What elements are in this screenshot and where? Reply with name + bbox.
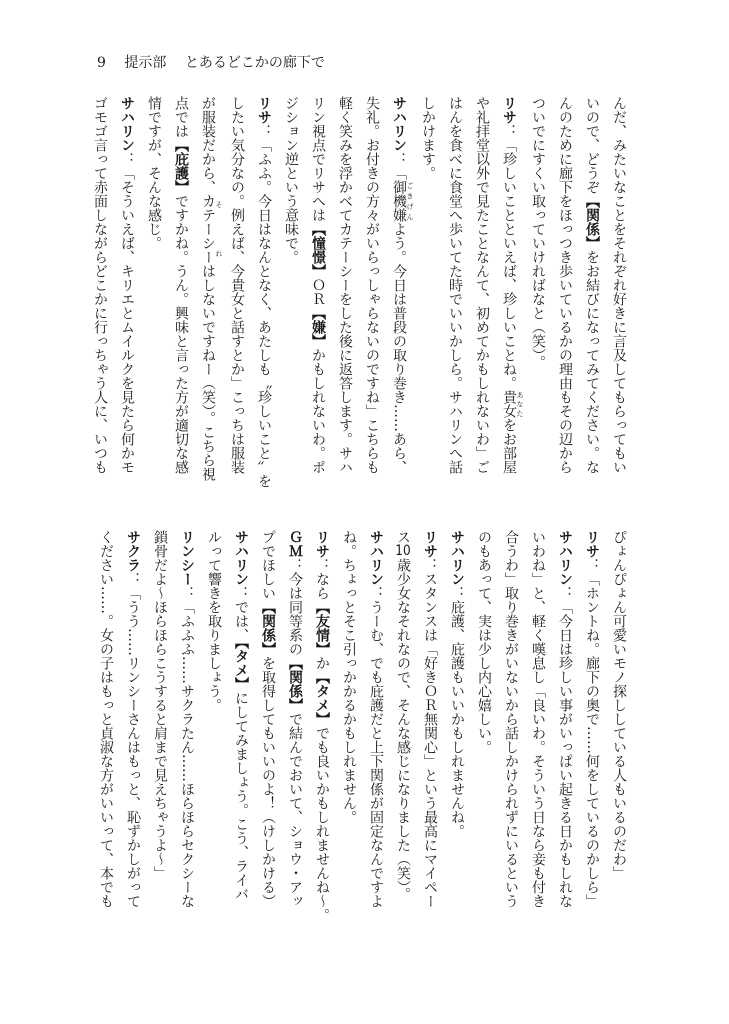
emphasis-text: リサ	[256, 96, 272, 124]
text-line	[194, 96, 223, 486]
text-segment: いので、どうぞ	[584, 96, 600, 194]
text-line	[140, 96, 167, 486]
top-text-block	[86, 96, 632, 486]
text-segment: ＯＲ	[310, 278, 326, 306]
ruby-text	[200, 194, 223, 264]
text-segment: 10	[395, 544, 411, 558]
emphasis-text: 【関係】	[584, 194, 600, 250]
text-segment: かもしれないわ。ポ	[310, 348, 326, 474]
text-segment: や礼拝堂以外で見たことなんて、初めてかもしれないわ」ご	[474, 96, 490, 474]
text-segment: んだ、みたいなことをそれぞれ好きに言及してもらってもい	[611, 96, 627, 474]
text-line	[200, 530, 227, 920]
text-line	[551, 96, 578, 486]
text-line	[497, 530, 524, 920]
text-segment: を取得してもいいのよ！（けしかける）	[260, 656, 276, 908]
text-line	[304, 96, 331, 486]
text-line	[335, 530, 362, 920]
text-segment: ルって響きを取りましょう。	[206, 530, 222, 712]
text-line	[468, 96, 495, 486]
text-segment: ：「珍しいことといえば、珍しいことね。	[501, 124, 517, 390]
text-segment: か	[314, 656, 330, 670]
text-line	[146, 530, 173, 920]
text-line	[470, 530, 497, 920]
text-segment: したい気分なの。例えば、今貴女と話すとか」こっちは服装	[229, 96, 245, 474]
text-segment: ス	[395, 530, 411, 544]
text-segment: ：うーむ、でも庇護だと上下関係が固定なんですよ	[368, 586, 384, 908]
text-line	[605, 530, 632, 920]
text-segment: ：「うう……リンシーさんはもっと、恥ずかしがって	[125, 572, 141, 908]
emphasis-text: 【タメ】	[314, 670, 330, 726]
text-line	[441, 96, 468, 486]
text-line	[113, 96, 140, 486]
emphasis-text: 【関係】	[260, 600, 276, 656]
text-segment: ：スタンスは「好きＯＲ無関心」という最高にマイペー	[422, 558, 438, 908]
emphasis-text: サハリン	[391, 96, 407, 152]
text-segment: プでほしい	[260, 530, 276, 600]
emphasis-text: サハリン	[449, 530, 465, 586]
text-segment: ：「今日は珍しい事がいっぱい起きる日かもしれな	[557, 586, 573, 908]
text-line	[277, 96, 304, 486]
emphasis-text: リサ	[584, 530, 600, 558]
text-line	[250, 96, 277, 486]
text-segment: ください……。女の子はもっと貞淑な方がいいって、本でも	[98, 530, 114, 908]
text-segment: はんを食べに食堂へ歩いてた時でいいかしら。サハリンへ話	[447, 96, 463, 474]
text-line	[443, 530, 470, 920]
emphasis-text: 【憧憬】	[310, 222, 326, 278]
text-line	[308, 530, 335, 920]
scene-title: とあるどこかの廊下で	[184, 55, 325, 71]
text-segment: ：「ふふ。今日はなんとなく、あたしも〝珍しいこと〟を	[256, 124, 272, 488]
emphasis-text: サハリン	[119, 96, 135, 152]
text-line	[551, 530, 578, 920]
text-line	[524, 530, 551, 920]
text-segment: ：今は同等系の	[287, 558, 303, 656]
ruby-base: 貴女	[501, 390, 517, 418]
text-segment: 点では	[173, 96, 189, 138]
text-segment: 軽く笑みを浮かべてカテーシーをした後に返答します。サハ	[337, 96, 353, 474]
emphasis-text: 【タメ】	[233, 642, 249, 691]
text-segment: をお結びになってみてください。な	[584, 250, 600, 474]
ruby-base: カテーシー	[200, 194, 216, 264]
text-segment: ：庇護、庇護もいいかもしれませんね。	[449, 586, 465, 838]
text-line	[358, 96, 385, 486]
text-line	[331, 96, 358, 486]
text-segment: ：「ホントね。廊下の奥で……何をしているのかしら」	[584, 558, 600, 908]
text-segment: んのために廊下をほっつき歩いているかの理由もその辺から	[557, 96, 573, 474]
emphasis-text: サハリン	[233, 530, 249, 586]
text-segment: にしてみましょう。こう、ライバ	[233, 691, 249, 901]
text-line	[362, 530, 389, 920]
text-segment: しかけます。	[420, 96, 436, 180]
text-segment: ゴモゴ言って赤面しながらどこかに行っちゃう人に、いつも	[92, 96, 108, 474]
text-segment: ですかね。うん。興味と言った方が適切な感	[173, 194, 189, 474]
text-line	[578, 530, 605, 920]
ruby-reading: あなた	[516, 390, 524, 418]
emphasis-text: リサ	[314, 530, 330, 558]
text-segment: リン視点でリサへは	[310, 96, 326, 222]
text-line	[385, 96, 414, 486]
text-line	[227, 530, 254, 920]
emphasis-text: 【友情】	[314, 600, 330, 656]
text-segment: ついでにすくい取っていければなと（笑）。	[530, 96, 546, 369]
emphasis-text: ＧＭ	[287, 530, 303, 558]
emphasis-text: サクラ	[125, 530, 141, 572]
text-line	[167, 96, 194, 486]
text-line	[578, 96, 605, 486]
text-line	[524, 96, 551, 486]
emphasis-text: リサ	[422, 530, 438, 558]
text-line	[223, 96, 250, 486]
emphasis-text: リサ	[501, 96, 517, 124]
text-segment: ジション逆という意味で。	[283, 96, 299, 264]
emphasis-text: サハリン	[557, 530, 573, 586]
text-segment: ：「ふふふ……サクラたん……ほらほらセクシーな	[179, 586, 195, 908]
text-segment: ：「そういえば、キリエとムイルクを見たら何かモ	[119, 152, 135, 474]
ruby-text	[501, 390, 524, 418]
text-line	[119, 530, 146, 920]
text-segment: をお部屋	[501, 418, 517, 474]
emphasis-text: サハリン	[368, 530, 384, 586]
emphasis-text: リンシー	[179, 530, 195, 586]
text-segment: ：では、	[233, 586, 249, 642]
text-segment: ぴょんぴょん可愛いモノ探ししている人もいるのだわ」	[611, 530, 627, 880]
text-segment: よう。今日は普段の取り巻き……あら、	[391, 222, 407, 474]
bottom-text-block	[92, 530, 632, 920]
text-line	[92, 530, 119, 920]
text-segment: 合うわ」取り巻きがいないから話しかけられずにいるという	[503, 530, 519, 908]
text-segment: 失礼。お付きの方々がいらっしゃらないのですね」こちらも	[364, 96, 380, 474]
text-segment: ：なら	[314, 558, 330, 600]
ruby-text	[391, 180, 414, 222]
text-line	[414, 96, 441, 486]
emphasis-text: 【嫌】	[310, 306, 326, 348]
text-line	[281, 530, 308, 920]
emphasis-text: 【関係】	[287, 656, 303, 712]
section-title: 提示部	[124, 55, 167, 71]
text-segment: でも良いかもしれませんね～。	[314, 726, 330, 922]
page-number: 9	[97, 55, 106, 71]
text-segment: いわね」と、軽く嘆息し「良いわ。そういう日なら妾も付き	[530, 530, 546, 908]
text-segment: のもあって、実は少し内心嬉しい。	[476, 530, 492, 754]
text-line	[86, 96, 113, 486]
emphasis-text: 【庇護】	[173, 138, 189, 194]
text-line	[173, 530, 200, 920]
text-segment: はしないですねー（笑）。こちら視	[200, 264, 216, 481]
ruby-base: 御機嫌	[391, 180, 407, 222]
text-segment: 情ですが、そんな感じ。	[146, 96, 162, 250]
running-header	[97, 52, 339, 72]
text-segment: ：「	[391, 152, 407, 180]
text-line	[605, 96, 632, 486]
text-segment: ね。ちょっとそこ引っかかるかもしれません。	[341, 530, 357, 824]
text-line	[254, 530, 281, 920]
text-line	[389, 530, 416, 920]
text-segment: で結んでおいて、ショウ・アッ	[287, 712, 303, 908]
text-segment: が服装だから、	[200, 96, 216, 194]
text-line	[416, 530, 443, 920]
text-segment: 歳少女なそれなので、そんな感じになりました（笑）。	[395, 558, 411, 901]
ruby-reading: ごきげん	[406, 180, 414, 222]
text-line	[495, 96, 524, 486]
ruby-reading: それ	[215, 194, 223, 264]
text-segment: 鎖骨だよ～ほらほらこうすると肩まで見えちゃうよ～」	[152, 530, 168, 880]
